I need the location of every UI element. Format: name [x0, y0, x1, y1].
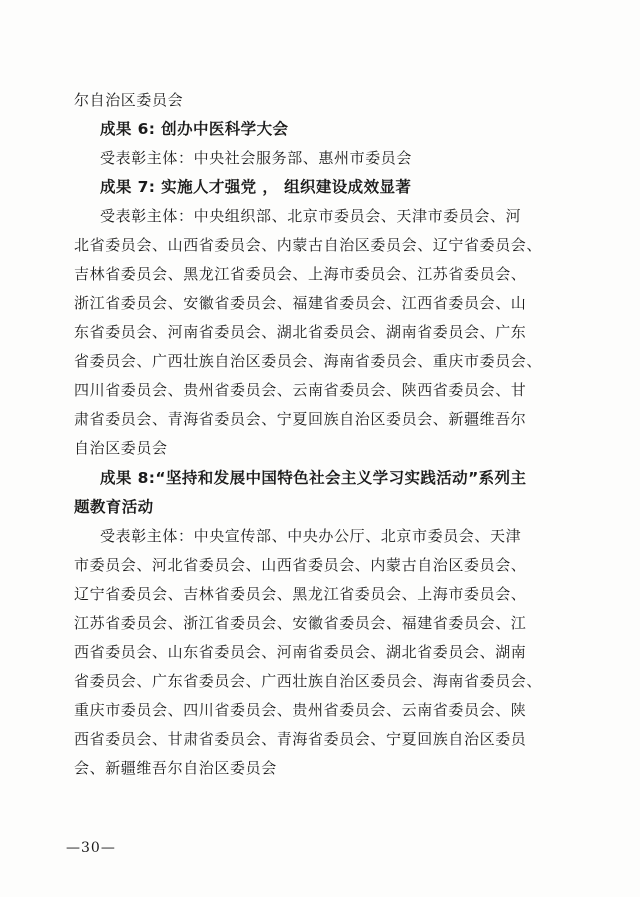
text-line: 市委员会、河北省委员会、山西省委员会、内蒙古自治区委员会、	[74, 556, 527, 574]
achievement-heading-continued: 题教育活动	[74, 498, 154, 516]
text-line: 受表彰主体：中央宣传部、中央办公厅、北京市委员会、天津	[100, 527, 522, 545]
text-line: 会、新疆维吾尔自治区委员会	[74, 759, 277, 777]
text-line: 省委员会、广东省委员会、广西壮族自治区委员会、海南省委员会、	[74, 672, 543, 690]
achievement-heading: 成果 7: 实施人才强党 ， 组织建设成效显著	[100, 178, 412, 196]
text-line: 西省委员会、甘肃省委员会、青海省委员会、宁夏回族自治区委员	[74, 730, 527, 748]
page-number: —30—	[66, 840, 116, 856]
text-line: 江苏省委员会、浙江省委员会、安徽省委员会、福建省委员会、江	[74, 614, 527, 632]
achievement-heading: 成果 6: 创办中医科学大会	[100, 120, 289, 138]
text-line: 省委员会、广西壮族自治区委员会、海南省委员会、重庆市委员会、	[74, 352, 543, 370]
text-line: 重庆市委员会、四川省委员会、贵州省委员会、云南省委员会、陕	[74, 701, 527, 719]
text-line: 东省委员会、河南省委员会、湖北省委员会、湖南省委员会、广东	[74, 323, 527, 341]
text-line: 肃省委员会、青海省委员会、宁夏回族自治区委员会、新疆维吾尔	[74, 410, 527, 428]
text-line: 吉林省委员会、黑龙江省委员会、上海市委员会、江苏省委员会、	[74, 265, 527, 283]
achievement-heading: 成果 8:“坚持和发展中国特色社会主义学习实践活动”系列主	[100, 469, 527, 487]
text-line: 受表彰主体：中央组织部、北京市委员会、天津市委员会、河	[100, 207, 522, 225]
text-line: 浙江省委员会、安徽省委员会、福建省委员会、江西省委员会、山	[74, 294, 527, 312]
text-line: 受表彰主体：中央社会服务部、惠州市委员会	[100, 149, 413, 167]
text-line: 北省委员会、山西省委员会、内蒙古自治区委员会、辽宁省委员会、	[74, 236, 543, 254]
text-line: 西省委员会、山东省委员会、河南省委员会、湖北省委员会、湖南	[74, 643, 527, 661]
text-line: 尔自治区委员会	[74, 91, 184, 109]
text-line: 辽宁省委员会、吉林省委员会、黑龙江省委员会、上海市委员会、	[74, 585, 527, 603]
text-line: 四川省委员会、贵州省委员会、云南省委员会、陕西省委员会、甘	[74, 381, 527, 399]
text-line: 自治区委员会	[74, 439, 168, 457]
